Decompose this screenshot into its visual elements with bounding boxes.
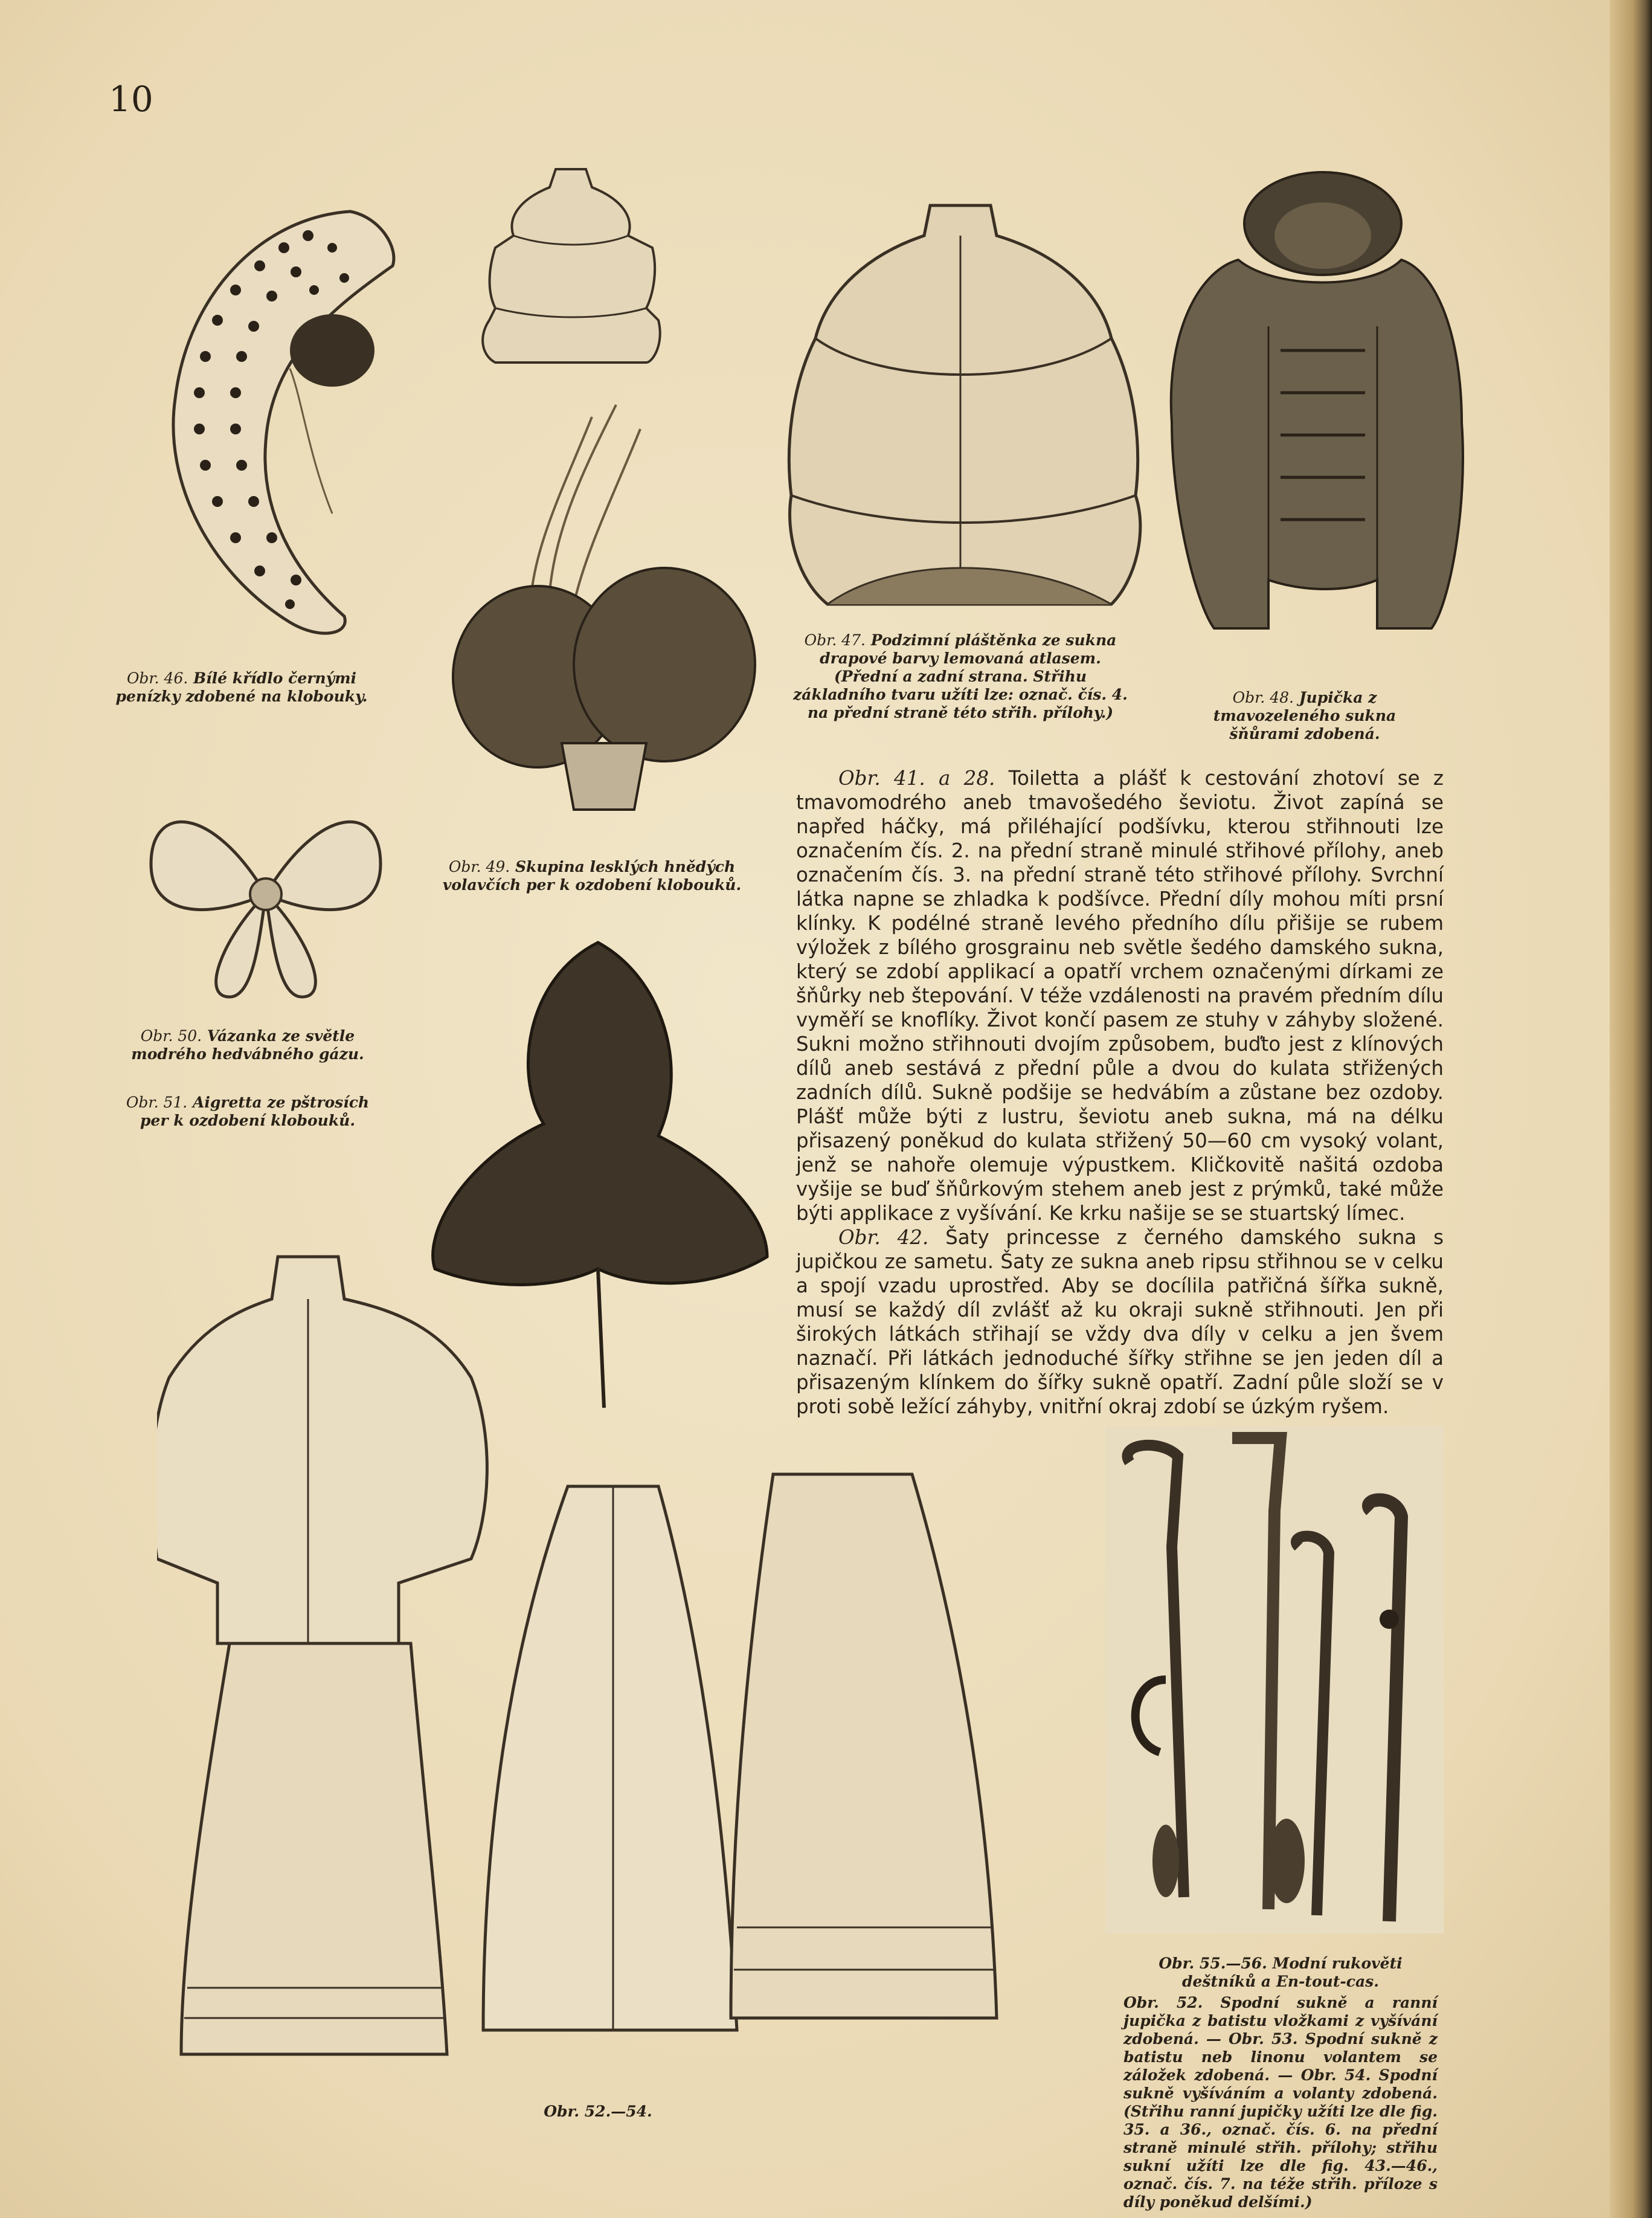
fig50-caption: Obr. 50. Vázanka ze světle modrého hedvábného gázu. — [131, 1027, 364, 1063]
fig55-56-caption: Obr. 55.—56. Modní rukověti deštníků a En-tout-cas. — [1159, 1955, 1403, 1990]
cape-illustration — [773, 193, 1154, 616]
fig49-caption: Obr. 49. Skupina lesklých hnědých volavčích per k ozdobení klobouků. — [442, 858, 742, 894]
jacket-illustration — [1148, 169, 1486, 671]
fig46-caption: Obr. 46. Bílé křídlo černými penízky zdobené na klobouky. — [115, 669, 368, 705]
fig52-block-caption: Obr. 52. Spodní sukně a ranní jupička z batistu vložkami z vyšívání zdobená. — Obr. 53. Spodní sukně z batistu neb linonu volantem se záložek zdobená. — Obr. 54. Spodní sukně vyšíváním a volanty zdobená. (Střihu ranní jupičky užíti lze dle fig. 35. a 36., označ. čís. 6. na přední straně minulé střih. přílohy; střihu sukní užíti lze dle fig. 43.—46., označ. čís. 7. na téže střih. příloze s díly poněkud delšími.) — [1123, 1994, 1438, 2211]
umbrella-handles-illustration — [1105, 1426, 1444, 1933]
blouse-skirt-illustration — [157, 1245, 1075, 2072]
article-paragraph-1: Obr. 41. a 28. Toiletta a plášť k cestování zhotoví se z tmavomodrého aneb tmavošedého ševiotu. Život zapíná se napřed háčky, má přiléhající podšívku, kterou střihnouti lze označením čís. 2. na přední straně minulé střihové přílohy, aneb označením čís. 3. na přední straně této střihové přílohy. Svrchní látka napne se zhladka k podšívce. Přední díly mohou míti prsní klínky. K podélné straně levého předního dílu přišije se rubem výložek z bílého grosgrainu neb světle šedého damského sukna, který se zdobí applikací a opatří vrchem označenými dírkami ze šňůrky neb štepování. V téže vzdálenosti na pravém předním dílu vyměří se knoflíky. Život končí pasem ze stuhy v záhyby složené. Sukni možno střihnouti dvojím způsobem, buďto jest z klínových dílů aneb sestává z přední půle a dvou do kulata střižených zadních dílů. Sukně podšije se hedvábím a zůstane bez ozdoby. Plášť může býti z lustru, ševiotu aneb sukna, má na délku přisazený poněkud do kulata střižený 50—60 cm vysoký volant, jenž se nahoře olemuje výpustkem. Kličkovitě našitá ozdoba vyšije se buď šňůrkovým stehem aneb jest z prýmků, také může býti applikace z vyšívání. Ke krku našije se se stuartský límec. — [796, 767, 1444, 1225]
fig51-caption: Obr. 51. Aigretta ze pštrosích per k ozdobení klobouků. — [126, 1094, 370, 1129]
fig52-54-caption: Obr. 52.—54. — [544, 2103, 652, 2120]
feather-wing-illustration — [151, 199, 405, 640]
page-number: 10 — [109, 79, 153, 120]
fig47-caption: Obr. 47. Podzimní pláštěnka ze sukna drapové barvy lemovaná atlasem. (Přední a zadní strana. Střihu základního tvaru užíti lze: označ. čís. 4. na přední straně této střih. přílohy.) — [793, 631, 1128, 721]
small-cape-illustration — [471, 163, 670, 369]
fig48-caption: Obr. 48. Jupička z tmavozeleného sukna šňůrami zdobená. — [1213, 689, 1396, 743]
book-spine-shadow — [1610, 0, 1652, 2218]
article-paragraph-2: Obr. 42. Šaty princesse z černého damského sukna s jupičkou ze sametu. Šaty ze sukna aneb ripsu střihnou se v celku a spojí vzadu uprostřed. Aby se docílila patřičná šířka sukně, musí se každý díl zvlášť až ku okraji sukně střihnouti. Jen při širokých látkách střihají se vždy dva díly v celku a jen švem naznačí. Při látkách jednoduché šířky střihne se jen jeden díl a přisazeným klínkem do šířky sukně opatří. Zadní půle složí se v proti sobě ležící záhyby, vnitřní okraj zdobí se úzkým ryšem. — [796, 1226, 1444, 1418]
bow-illustration — [139, 779, 393, 1009]
plume-illustration — [435, 393, 773, 846]
